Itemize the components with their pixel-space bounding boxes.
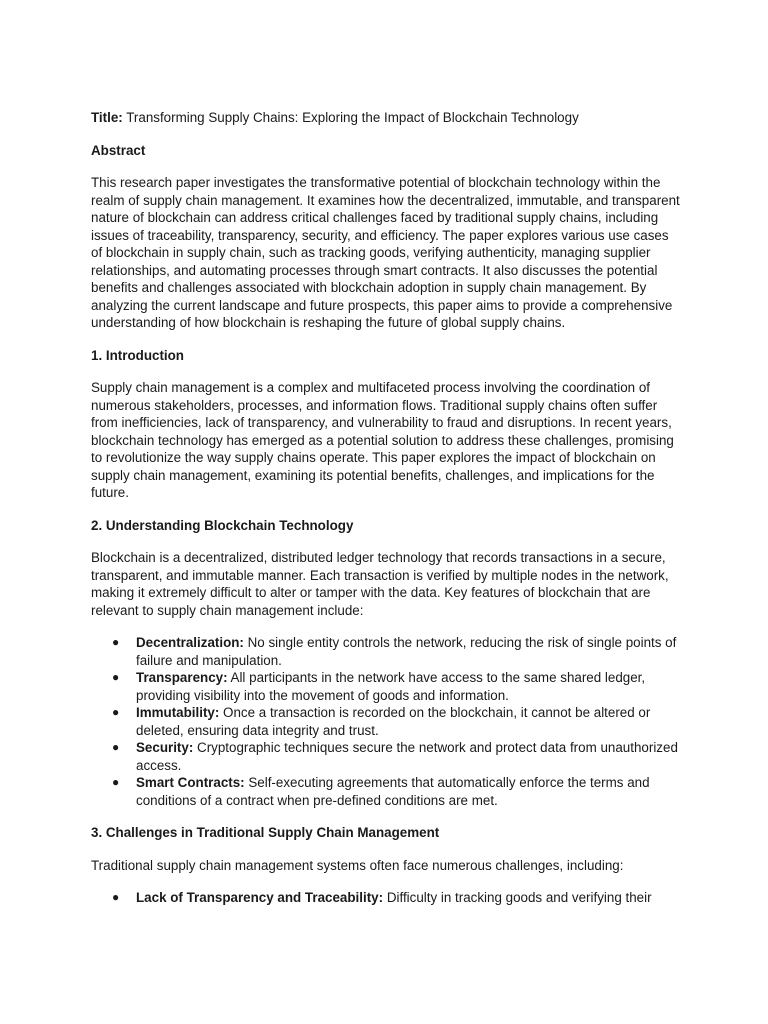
blockchain-paragraph: Blockchain is a decentralized, distributed ledger technology that records transactions in a secure, transparent, and immutable manner. Each transaction is verified by multiple nodes in the network, making it extremely difficult to alter or tamper with the data. Key features of blockchain that are relevant to supply chain management include: xyxy=(91,550,669,618)
feature-term: Security: xyxy=(136,740,194,755)
bullet-icon: ● xyxy=(112,705,120,719)
list-item xyxy=(91,634,683,669)
document-title xyxy=(91,109,683,127)
blockchain-heading: 2. Understanding Blockchain Technology xyxy=(91,517,354,533)
abstract-paragraph: This research paper investigates the transformative potential of blockchain technology within the realm of supply chain management. It examines how the decentralized, immutable, and transparent nature of blockchain can address critical challenges faced by traditional supply chains, including issues of traceability, transparency, security, and efficiency. The paper explores various use cases of blockchain in supply chain, such as tracking goods, verifying authenticity, managing supplier relationships, and automating processes through smart contracts. It also discusses the potential benefits and challenges associated with blockchain adoption in supply chain management. By analyzing the current landscape and future prospects, this paper aims to provide a comprehensive understanding of how blockchain is reshaping the future of global supply chains. xyxy=(91,175,680,330)
feature-text: Cryptographic techniques secure the network and protect data from unauthorized access. xyxy=(136,740,678,773)
bullet-icon: ● xyxy=(112,775,120,789)
feature-term: Immutability: xyxy=(136,705,220,720)
introduction-heading: 1. Introduction xyxy=(91,347,184,363)
bullet-icon: ● xyxy=(112,890,120,904)
feature-text: No single entity controls the network, reducing the risk of single points of failure and manipulation. xyxy=(136,635,677,668)
feature-text: Self-executing agreements that automatically enforce the terms and conditions of a contract when pre-defined conditions are met. xyxy=(136,775,650,808)
list-item xyxy=(91,669,683,704)
challenges-heading: 3. Challenges in Traditional Supply Chain Management xyxy=(91,825,440,840)
document-page xyxy=(91,109,683,922)
introduction-paragraph: Supply chain management is a complex and multifaceted process involving the coordination of numerous stakeholders, processes, and information flows. Traditional supply chains often suffer from inefficiencies, lack of transparency, and vulnerability to fraud and disruptions. In recent years, blockchain technology has emerged as a potential solution to address these challenges, promising to revolutionize the way supply chains operate. This paper explores the impact of blockchain on supply chain management, examining its potential benefits, challenges, and implications for the future. xyxy=(91,380,674,500)
feature-text: Once a transaction is recorded on the blockchain, it cannot be altered or deleted, ensuring data integrity and trust. xyxy=(136,705,651,738)
challenge-term: Lack of Transparency and Traceability: xyxy=(136,890,384,905)
list-item xyxy=(91,739,683,774)
bullet-icon: ● xyxy=(112,670,120,684)
title-label: Title: xyxy=(91,110,123,125)
feature-term: Transparency: xyxy=(136,670,228,685)
abstract-heading: Abstract xyxy=(91,142,146,158)
bullet-icon: ● xyxy=(112,635,120,649)
challenge-text: Difficulty in tracking goods and verifying their xyxy=(383,890,652,905)
feature-term: Decentralization: xyxy=(136,635,244,650)
bullet-icon: ● xyxy=(112,740,120,754)
feature-term: Smart Contracts: xyxy=(136,775,245,790)
challenges-list xyxy=(91,889,683,907)
challenges-paragraph: Traditional supply chain management systems often face numerous challenges, including: xyxy=(91,857,624,873)
list-item xyxy=(91,704,683,739)
title-text: Transforming Supply Chains: Exploring the Impact of Blockchain Technology xyxy=(122,110,579,125)
feature-text: All participants in the network have access to the same shared ledger, providing visibility into the movement of goods and information. xyxy=(136,670,646,703)
list-item xyxy=(91,774,683,809)
features-list xyxy=(91,634,683,809)
list-item xyxy=(91,889,683,907)
